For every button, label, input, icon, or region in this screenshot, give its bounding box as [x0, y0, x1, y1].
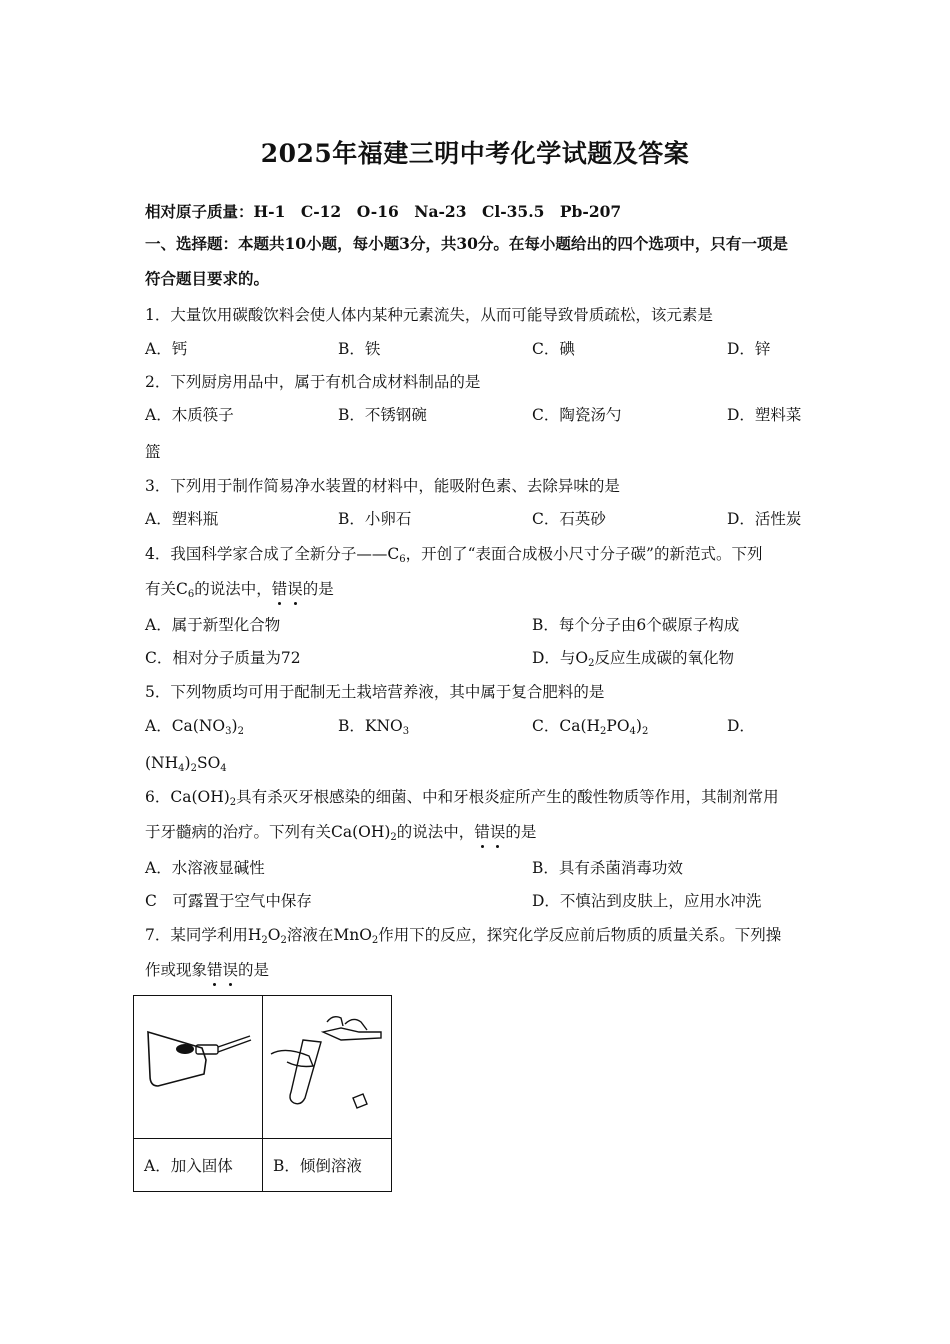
section-heading-line2: 符合题目要求的。: [145, 269, 270, 288]
q3-option-b: B．小卵石: [338, 510, 412, 528]
q4-stem-line2: 有关$C_6$的说法中，错误的是: [145, 580, 334, 600]
q7-figure-table: [133, 995, 392, 1192]
q5-option-c: C．$Ca(H_2PO_4)_2$: [532, 717, 649, 737]
q3-stem: 3．下列用于制作简易净水装置的材料中，能吸附色素、去除异味的是: [145, 477, 620, 495]
q4-stem-line1: 4．我国科学家合成了全新分子$——C_6$，开创了“表面合成极小尺寸分子碳”的新范式。下列: [145, 545, 763, 565]
q6-stem-line1: 6．$Ca(OH)_2$具有杀灭牙根感染的细菌、中和牙根炎症所产生的酸性物质等作用，其制剂常用: [145, 788, 779, 808]
q1-option-d: D．锌: [727, 340, 771, 358]
page-title: 2025年福建三明中考化学试题及答案: [260, 139, 690, 168]
q1-option-b: B．铁: [338, 340, 381, 358]
q7-stem-line2: 作或现象错误的是: [145, 961, 270, 979]
q1-option-c: C．碘: [532, 340, 575, 358]
q1-option-a: A．钙: [145, 340, 188, 358]
figure-b-caption: B．倾倒溶液: [263, 1139, 392, 1192]
q2-option-c: C．陶瓷汤勺: [532, 406, 622, 424]
q4-option-a: A．属于新型化合物: [145, 616, 281, 634]
pouring-test-tube-illustration: [263, 996, 391, 1138]
q6-option-a: A．水溶液显碱性: [145, 859, 265, 877]
q4-option-d: D．与$O_2$反应生成碳的氧化物: [532, 649, 735, 669]
q5-option-a: A．$Ca(NO_3)_2$: [145, 717, 244, 737]
q2-option-d: D．塑料菜: [727, 406, 802, 424]
q3-option-c: C．石英砂: [532, 510, 606, 528]
figure-b-cell: [263, 996, 392, 1139]
flask-spoon-illustration: [134, 996, 262, 1138]
q4-option-c: C．相对分子质量为72: [145, 649, 301, 667]
q7-stem-line1: 7．某同学利用$H_2O_2$溶液在MnO$_2$作用下的反应，探究化学反应前后物质的质量关系。下列操: [145, 926, 782, 946]
section-heading-line1: 一、选择题：本题共10小题，每小题3分，共30分。在每小题给出的四个选项中，只有一项是: [145, 234, 788, 253]
q1-stem: 1．大量饮用碳酸饮料会使人体内某种元素流失，从而可能导致骨质疏松，该元素是: [145, 306, 713, 324]
q5-option-d-wrap: $(NH_4)_2SO_4$: [145, 754, 227, 774]
figure-a-caption: A．加入固体: [134, 1139, 263, 1192]
q6-option-c: C 可露置于空气中保存: [145, 892, 312, 910]
q5-stem: 5．下列物质均可用于配制无土栽培营养液，其中属于复合肥料的是: [145, 683, 605, 701]
q2-option-a: A．木质筷子: [145, 406, 234, 424]
q3-option-a: A．塑料瓶: [145, 510, 219, 528]
atomic-mass-line: 相对原子质量：H-1 C-12 O-16 Na-23 Cl-35.5 Pb-207: [145, 202, 622, 221]
q4-option-b: B．每个分子由6个碳原子构成: [532, 616, 740, 634]
q6-stem-line2: 于牙髓病的治疗。下列有关$Ca(OH)_2$的说法中，错误的是: [145, 823, 537, 843]
q2-option-d-wrap: 篮: [145, 443, 161, 461]
q5-option-b: B．$KNO_3$: [338, 717, 410, 737]
figure-a-cell: [134, 996, 263, 1139]
q2-stem: 2．下列厨房用品中，属于有机合成材料制品的是: [145, 373, 481, 391]
q5-option-d: D．: [727, 717, 755, 735]
q6-option-d: D．不慎沾到皮肤上，应用水冲洗: [532, 892, 762, 910]
q3-option-d: D．活性炭: [727, 510, 802, 528]
q6-option-b: B．具有杀菌消毒功效: [532, 859, 683, 877]
q2-option-b: B．不锈钢碗: [338, 406, 427, 424]
